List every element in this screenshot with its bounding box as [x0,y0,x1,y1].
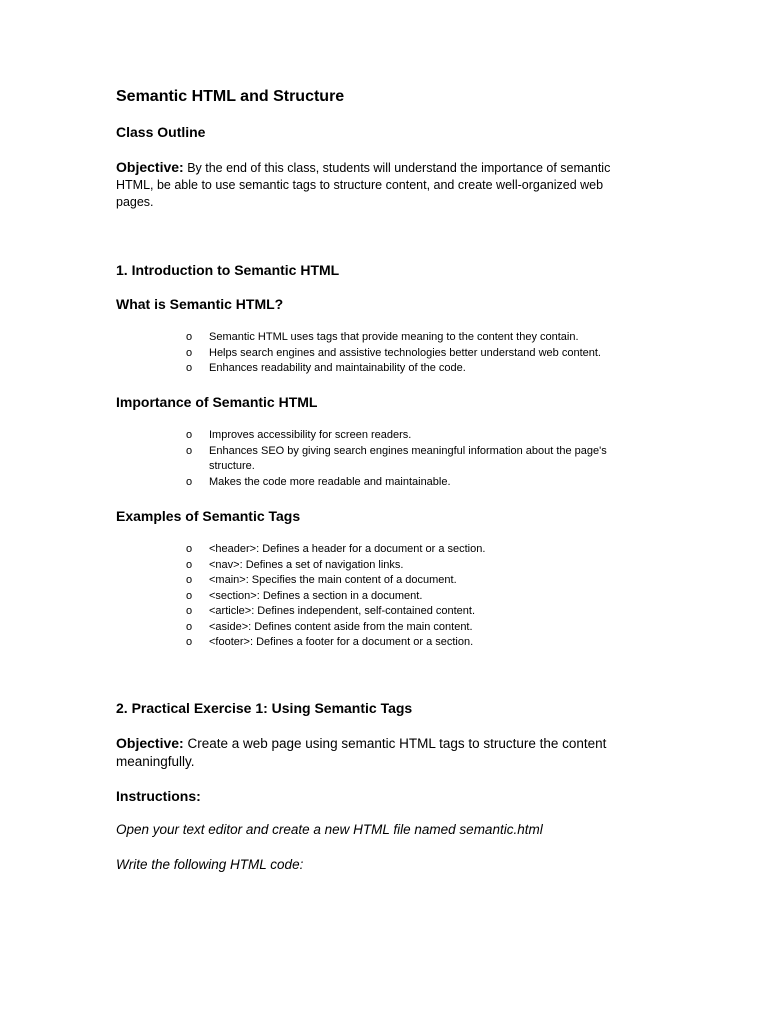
section1-heading: 1. Introduction to Semantic HTML [116,262,340,278]
bullet-icon: o [186,346,193,359]
list-item: o <main>: Specifies the main content of a document. [186,573,636,589]
instruction-step-1: Open your text editor and create a new HTML file named semantic.html [116,822,543,837]
list-item: o <article>: Defines independent, self-contained content. [186,604,636,620]
what-is-heading: What is Semantic HTML? [116,296,284,312]
examples-heading: Examples of Semantic Tags [116,508,301,524]
objective-text: By the end of this class, students will understand the importance of semantic HTML, be able to use semantic tags to structure content, and create well-organized web pages. [116,161,611,209]
bullet-icon: o [186,362,193,374]
list-item: o Improves accessibility for screen readers. [186,428,636,444]
objective-label: Objective: [116,735,184,751]
list-item: o <aside>: Defines content aside from the main content. [186,620,636,636]
list-item: o <header>: Defines a header for a document or a section. [186,542,636,558]
bullet-icon: o [186,429,193,441]
importance-heading: Importance of Semantic HTML [116,394,318,410]
bullet-icon: o [186,558,193,571]
bullet-icon: o [186,620,193,633]
importance-list [186,428,636,490]
bullet-icon: o [186,444,193,457]
bullet-icon: o [186,475,193,488]
objective-label: Objective: [116,159,184,175]
section2-heading: 2. Practical Exercise 1: Using Semantic Tags [116,700,413,716]
exercise-objective-paragraph [116,734,636,771]
examples-list [186,542,636,651]
list-item: o Enhances SEO by giving search engines meaningful information about the page's structure. [186,444,607,472]
list-item: o Makes the code more readable and maintainable. [186,475,636,491]
bullet-icon: o [186,574,193,586]
objective-text: Create a web page using semantic HTML tags to structure the content meaningfully. [116,736,607,769]
list-item: o Semantic HTML uses tags that provide meaning to the content they contain. [186,330,636,346]
list-item: o <footer>: Defines a footer for a document or a section. [186,635,636,651]
what-is-list [186,330,636,377]
bullet-icon: o [186,543,193,555]
bullet-icon: o [186,331,193,343]
bullet-icon: o [186,605,193,617]
class-outline-heading: Class Outline [116,124,206,140]
instructions-heading: Instructions: [116,788,201,804]
instruction-step-2: Write the following HTML code: [116,857,304,872]
list-item: o Helps search engines and assistive technologies better understand web content. [186,346,636,362]
document-title: Semantic HTML and Structure [116,88,345,105]
bullet-icon: o [186,636,193,648]
bullet-icon: o [186,589,193,602]
list-item: o <nav>: Defines a set of navigation links. [186,558,636,574]
list-item: o Enhances readability and maintainability of the code. [186,361,636,377]
objective-paragraph [116,159,636,211]
list-item: o <section>: Defines a section in a document. [186,589,636,605]
